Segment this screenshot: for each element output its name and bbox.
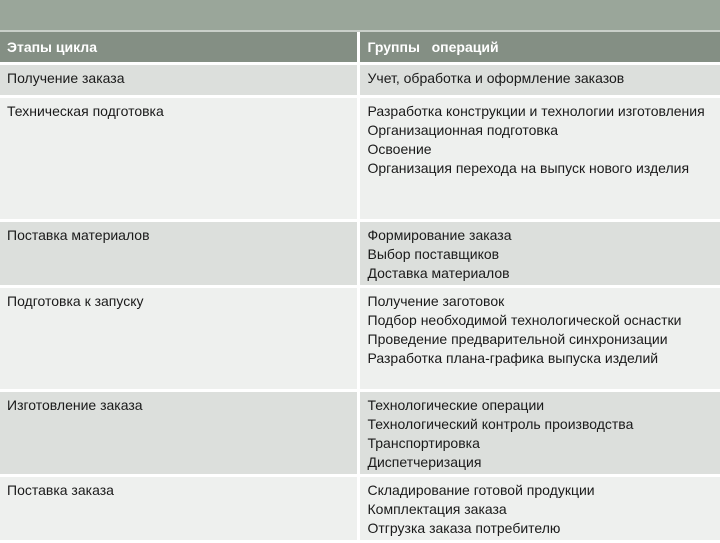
operation-item: Выбор поставщиков	[368, 245, 720, 264]
table-row	[0, 287, 720, 391]
operation-item: Подбор необходимой технологической оснастки	[368, 311, 720, 330]
operations-cell	[358, 97, 720, 221]
operation-item: Получение заготовок	[368, 292, 720, 311]
header-stage: Этапы цикла	[0, 32, 358, 64]
stage-cell: Поставка заказа	[0, 476, 358, 542]
operation-item: Складирование готовой продукции	[368, 481, 720, 500]
operation-item: Диспетчеризация	[368, 453, 720, 472]
stage-cell: Изготовление заказа	[0, 391, 358, 476]
operation-item: Транспортировка	[368, 434, 720, 453]
slide-top-bar	[0, 0, 720, 30]
operation-item: Проведение предварительной синхронизации	[368, 330, 720, 349]
operations-cell	[358, 287, 720, 391]
operation-item: Организация перехода на выпуск нового изделия	[368, 159, 720, 178]
operation-item: Разработка конструкции и технологии изготовления	[368, 102, 720, 121]
table-row	[0, 221, 720, 287]
stage-cell: Техническая подготовка	[0, 97, 358, 221]
table-row	[0, 97, 720, 221]
production-cycle-table	[0, 32, 720, 543]
stage-cell: Получение заказа	[0, 64, 358, 97]
operations-cell	[358, 221, 720, 287]
operation-item: Отгрузка заказа потребителю	[368, 519, 720, 538]
operation-item: Разработка плана-графика выпуска изделий	[368, 349, 720, 368]
operation-item: Технологический контроль производства	[368, 415, 720, 434]
table-header-row	[0, 32, 720, 64]
operations-cell	[358, 64, 720, 97]
operation-item: Формирование заказа	[368, 226, 720, 245]
operations-cell	[358, 476, 720, 542]
table-row	[0, 64, 720, 97]
table-row	[0, 476, 720, 542]
operation-item: Учет, обработка и оформление заказов	[368, 69, 720, 88]
operation-item: Технологические операции	[368, 396, 720, 415]
operation-item: Освоение	[368, 140, 720, 159]
header-operations: Группы операций	[358, 32, 720, 64]
table-row	[0, 391, 720, 476]
operation-item: Доставка материалов	[368, 264, 720, 283]
operation-item: Комплектация заказа	[368, 500, 720, 519]
stage-cell: Подготовка к запуску	[0, 287, 358, 391]
operation-item: Организационная подготовка	[368, 121, 720, 140]
stage-cell: Поставка материалов	[0, 221, 358, 287]
operations-cell	[358, 391, 720, 476]
